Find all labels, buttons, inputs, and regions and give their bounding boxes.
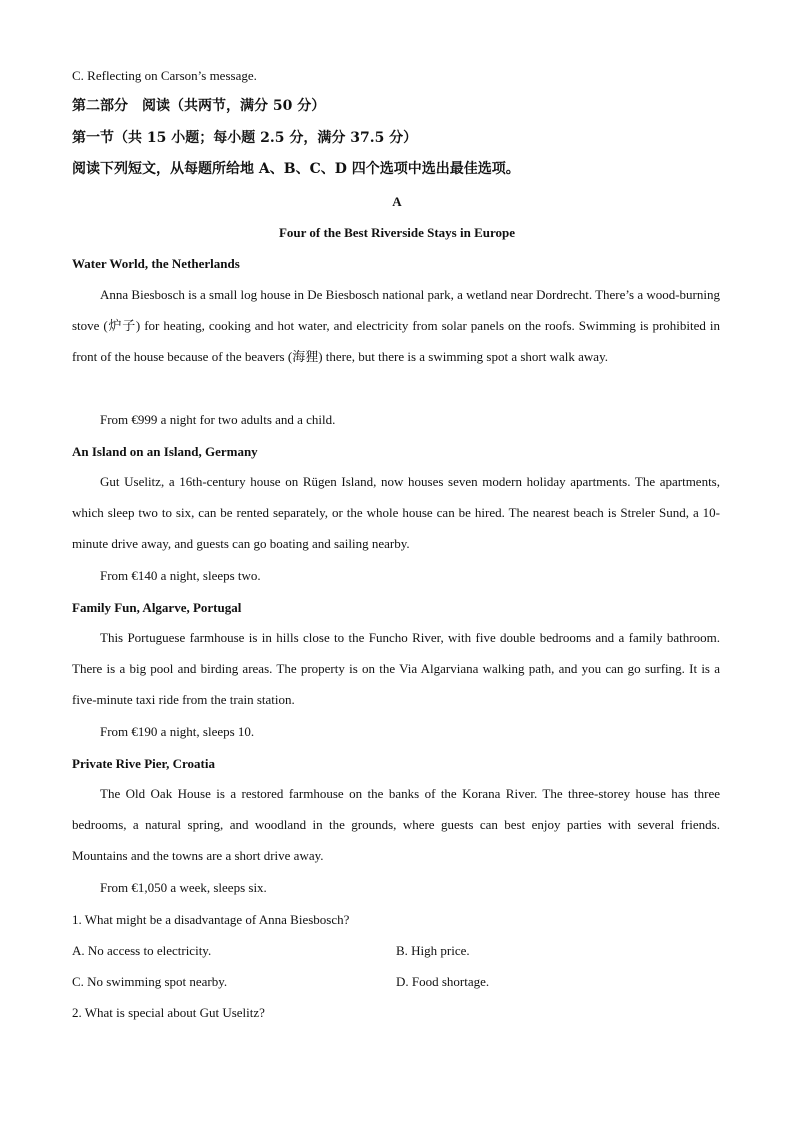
section-body-water-world: Anna Biesbosch is a small log house in De Biesbosch national park, a wetland near Dordrecht. There’s a wood-burning stove (炉子) for heating, cooking and hot water, and electricity from solar panels on the roofs. Swimming is prohibited in front of the house because of the beavers (海狸) there, but there is a swimming spot a short walk away. [72,287,720,364]
section-heading-family-fun: Family Fun, Algarve, Portugal [72,600,242,615]
passage-letter: A [392,194,402,209]
question-2-stem: 2. What is special about Gut Uselitz? [72,1005,265,1020]
subsection-heading: 第一节（共 15 小题；每小题 2.5 分，满分 37.5 分） [72,130,418,146]
section-price-private-pier: From €1,050 a week, sleeps six. [100,880,267,895]
section-heading-water-world: Water World, the Netherlands [72,256,240,271]
question-1-option-c: C. No swimming spot nearby. [72,974,228,989]
section-heading-private-pier: Private Rive Pier, Croatia [72,756,215,771]
section-heading: 第二部分 阅读（共两节，满分 50 分） [72,98,326,114]
passage-title: Four of the Best Riverside Stays in Europe [278,225,516,240]
question-1-option-b: B. High price. [396,943,470,958]
section-heading-island: An Island on an Island, Germany [72,444,258,459]
section-price-island: From €140 a night, sleeps two. [100,568,261,583]
section-body-island: Gut Uselitz, a 16th-century house on Rügen Island, now houses seven modern holiday apartments. The apartments, which sleep two to six, can be rented separately, or the whole house can be hired. The nearest beach is Streler Sund, a 10-minute drive away, and guests can go boating and sailing nearby. [72,474,720,551]
section-price-family-fun: From €190 a night, sleeps 10. [100,724,255,739]
section-body-family-fun: This Portuguese farmhouse is in hills close to the Funcho River, with five double bedrooms and a family bathroom. There is a big pool and birding areas. The property is on the Via Algarviana walking path, and you can go surfing. It is a five-minute taxi ride from the train station. [72,630,720,707]
section-price-water-world: From €999 a night for two adults and a child. [100,412,336,427]
section-body-private-pier: The Old Oak House is a restored farmhouse on the banks of the Korana River. The three-storey house has three bedrooms, a natural spring, and woodland in the grounds, where guests can best enjoy parties with several friends. Mountains and the towns are a short drive away. [72,786,720,863]
question-1-option-d: D. Food shortage. [396,974,490,989]
question-1-stem: 1. What might be a disadvantage of Anna Biesbosch? [72,912,350,927]
question-1-option-a: A. No access to electricity. [72,943,212,958]
previous-option-c: C. Reflecting on Carson’s message. [72,68,257,83]
instructions: 阅读下列短文，从每题所给地 A、B、C、D 四个选项中选出最佳选项。 [72,161,520,177]
